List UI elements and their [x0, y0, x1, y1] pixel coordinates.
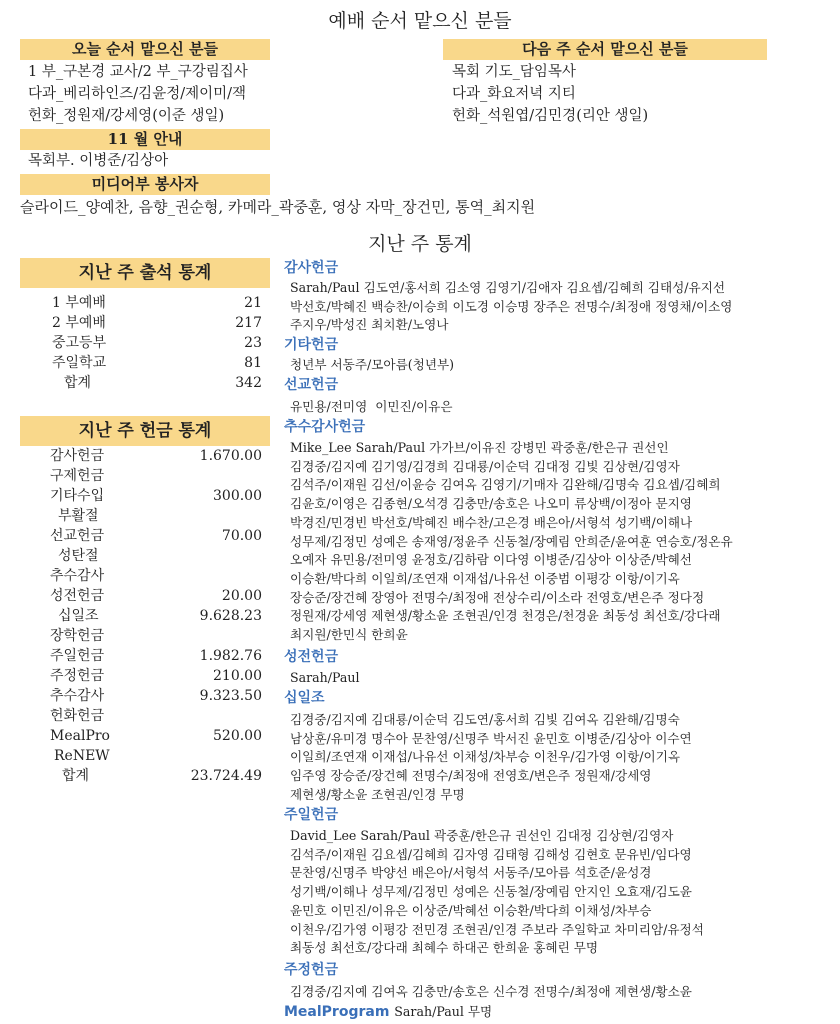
seongjeon-line: Sarah/Paul	[290, 670, 360, 685]
gamsa-title: 감사헌금	[284, 260, 339, 276]
offering-label: 헌화헌금	[50, 708, 105, 724]
attendance-label: 중고등부	[52, 335, 107, 351]
jujeong-names	[290, 983, 835, 1002]
offering-label: 장학헌금	[50, 628, 105, 644]
chusu-line: 오예자 유민용/전미영 윤정호/김하람 이다영 이병준/김상아 이상준/박혜선	[290, 552, 692, 568]
attendance-table	[52, 293, 262, 393]
table-row	[50, 686, 262, 706]
offering-value: 20.00	[221, 588, 262, 604]
attendance-value: 217	[235, 315, 262, 331]
offering-label: 구제헌금	[50, 468, 105, 484]
offering-value	[150, 626, 262, 646]
chusu-title: 추수감사헌금	[284, 419, 366, 435]
offering-value	[150, 546, 262, 566]
offering-value: 9.628.23	[199, 608, 262, 624]
juil-line: 김석주/이재원 김요셉/김혜희 김자영 김태형 김해성 김현호 문유빈/임다영	[290, 846, 692, 862]
juil-title: 주일헌금	[284, 807, 339, 823]
seongjeon-title: 성전헌금	[284, 649, 339, 665]
today-line-3: 헌화_정원재/강세영(이준 생일)	[28, 108, 225, 124]
november-line: 목회부. 이병준/김상아	[28, 153, 169, 169]
offering-value: 300.00	[213, 488, 262, 504]
sipiljo-line: 제현생/황소윤 조현권/인경 무명	[290, 786, 465, 802]
sipiljo-line: 임주영 장승준/장건혜 전명수/최정애 전영호/변은주 정원재/강세영	[290, 768, 652, 784]
offering-value: 23.724.49	[190, 768, 262, 784]
seongyo-names	[290, 398, 835, 417]
today-line-2: 다과_베리하인즈/김윤정/제이미/잭	[28, 86, 247, 102]
juil-line: 문찬영/신명주 박양선 배은아/서형석 서동주/모아름 석호준/윤성경	[290, 865, 652, 881]
juil-line: 윤민호 이민진/이유은 이상준/박혜선 이승환/박다희 이채성/차부승	[290, 902, 652, 918]
table-row	[52, 353, 262, 373]
gamsa-line: 주지우/박성진 최치환/노영나	[290, 317, 449, 333]
offering-label: 추수감사	[50, 688, 105, 704]
meal-title: MealProgram	[284, 1004, 390, 1020]
sipiljo-line: 남상훈/유미경 명수아 문찬영/신명주 박서진 윤민호 이병준/김상아 이수연	[290, 730, 692, 746]
offering-label: 감사헌금	[50, 448, 105, 464]
attendance-label: 합계	[64, 375, 92, 391]
attendance-label: 주일학교	[52, 355, 107, 371]
today-header: 오늘 순서 맡으신 분들	[20, 39, 270, 60]
meal-line: Sarah/Paul 무명	[394, 1004, 493, 1019]
table-row	[52, 333, 262, 353]
gamsa-line: Sarah/Paul 김도연/홍서희 김소영 김영기/김애자 김요셉/김혜희 김태성/유지선	[290, 280, 726, 295]
table-row	[50, 646, 262, 666]
attendance-label: 2 부예배	[52, 315, 106, 331]
seongyo-title: 선교헌금	[284, 377, 339, 393]
meal-section	[284, 1002, 492, 1022]
offering-label: 주정헌금	[50, 668, 105, 684]
table-row	[50, 466, 262, 486]
juil-line: 이천우/김가영 이평강 전민경 조현권/인경 주보라 주일학교 차미리암/유정석	[290, 921, 704, 937]
table-row	[50, 546, 262, 566]
jujeong-title: 주정헌금	[284, 962, 339, 978]
chusu-line: 장승준/장건혜 장영아 전명수/최정애 전상수리/이소라 전영호/변은주 정다정	[290, 589, 705, 605]
table-row	[50, 586, 262, 606]
chusu-line: 김경중/김지예 김기영/김경희 김대룡/이순덕 김대정 김빛 김상현/김영자	[290, 458, 680, 474]
table-row	[50, 506, 262, 526]
offering-label: 십일조	[58, 608, 99, 624]
offering-value: 1.982.76	[199, 648, 262, 664]
page-title: 예배 순서 맡으신 분들	[328, 10, 512, 32]
chusu-line: 이승환/박다희 이일희/조연재 이재섭/나유선 이중범 이평강 이항/이기옥	[290, 570, 680, 586]
offering-label: 합계	[62, 768, 90, 784]
seongjeon-names	[290, 669, 835, 688]
table-row	[52, 313, 262, 333]
offering-label: 선교헌금	[50, 528, 105, 544]
attendance-value: 23	[244, 335, 262, 351]
stats-title: 지난 주 통계	[368, 233, 472, 255]
offering-label: 추수감사	[50, 568, 105, 584]
table-row	[50, 706, 262, 726]
chusu-line: 박경진/민경빈 박선호/박혜진 배수찬/고은경 배은아/서형석 성기백/이해나	[290, 514, 693, 530]
seongyo-line: 유민용/전미영 이민진/이유은	[290, 399, 453, 414]
table-row	[50, 766, 262, 786]
offering-label: MealPro	[50, 728, 110, 744]
offering-label: 주일헌금	[50, 648, 105, 664]
chusu-line: 정원재/강세영 제현생/황소윤 조현권/인경 천경은/천경윤 최동성 최선호/강다래	[290, 608, 721, 624]
chusu-line: 성무제/김정민 성예은 송재영/정윤주 신동철/장예림 안희준/윤여훈 연승호/정온유	[290, 533, 733, 549]
sipiljo-line: 이일희/조연재 이재섭/나유선 이채성/차부승 이천우/김가영 이항/이기옥	[290, 749, 681, 765]
offering-table	[50, 446, 262, 786]
table-row	[50, 566, 262, 586]
offering-value	[150, 506, 262, 526]
gita-title: 기타헌금	[284, 337, 339, 353]
offering-value: 1.670.00	[199, 448, 262, 464]
next-week-line-1: 목회 기도_담임목사	[452, 64, 576, 80]
juil-line: David_Lee Sarah/Paul 곽중훈/한은규 권선인 김대정 김상현/김영자	[290, 828, 674, 843]
offering-value: 210.00	[213, 668, 262, 684]
table-row	[50, 746, 262, 766]
table-row	[50, 486, 262, 506]
table-row	[50, 726, 262, 746]
offering-label: 기타수입	[50, 488, 105, 504]
chusu-line: Mike_Lee Sarah/Paul 가가브/이유진 강병민 곽중훈/한은규 권선인	[290, 440, 669, 455]
juil-line: 성기백/이해나 성무제/김정민 성예은 신동철/장예림 안지인 오효재/김도윤	[290, 884, 692, 900]
next-week-line-2: 다과_화요저녁 지티	[452, 86, 576, 102]
offering-value	[150, 746, 262, 766]
table-row	[52, 293, 262, 313]
table-row	[50, 446, 262, 466]
offering-value: 70.00	[221, 528, 262, 544]
table-row	[52, 373, 262, 393]
offering-value: 9.323.50	[199, 688, 262, 704]
media-line: 슬라이드_양예찬, 음향_권순형, 카메라_곽중훈, 영상 자막_장건민, 통역_최지원	[20, 198, 536, 216]
juil-line: 최동성 최선호/강다래 최혜수 하대곤 한희윤 홍혜린 무명	[290, 940, 599, 956]
sipiljo-line: 김경중/김지예 김대룡/이순덕 김도연/홍서희 김빛 김여옥 김완해/김명숙	[290, 712, 680, 727]
chusu-line: 최지원/한민식 한희윤	[290, 627, 408, 643]
offering-header: 지난 주 헌금 통계	[20, 416, 270, 446]
chusu-line: 김석주/이재원 김선/이윤승 김여옥 김영기/기매자 김완해/김명숙 김요셉/김혜희	[290, 477, 721, 493]
table-row	[50, 526, 262, 546]
offering-value	[150, 706, 262, 726]
gita-line: 청년부 서동주/모아름(청년부)	[290, 357, 455, 372]
offering-value	[150, 466, 262, 486]
attendance-label: 1 부예배	[52, 295, 106, 311]
offering-value: 520.00	[213, 728, 262, 744]
attendance-value: 21	[244, 295, 262, 311]
offering-label: 성전헌금	[50, 588, 105, 604]
table-row	[50, 606, 262, 626]
chusu-names	[290, 439, 835, 645]
offering-label: ReNEW	[54, 748, 110, 764]
chusu-line: 김윤호/이영은 김종현/오석경 김충만/송호은 나오미 류상백/이정아 문지영	[290, 496, 692, 512]
jujeong-line: 김경중/김지예 김여옥 김충만/송호은 신수경 전명수/최정애 제현생/황소윤	[290, 984, 692, 999]
table-row	[50, 666, 262, 686]
gita-names	[290, 356, 835, 375]
media-header: 미디어부 봉사자	[20, 174, 270, 195]
today-line-1: 1 부_구본경 교사/2 부_구강림집사	[28, 64, 248, 80]
sipiljo-title: 십일조	[284, 690, 325, 706]
attendance-value: 81	[244, 355, 262, 371]
attendance-header: 지난 주 출석 통계	[20, 258, 270, 288]
november-header: 11 월 안내	[20, 129, 270, 150]
table-row	[50, 626, 262, 646]
next-week-line-3: 헌화_석원엽/김민경(리안 생일)	[452, 108, 649, 124]
sipiljo-names	[290, 711, 835, 805]
offering-label: 부활절	[58, 508, 99, 524]
juil-names	[290, 827, 835, 958]
gamsa-line: 박선호/박혜진 백승찬/이승희 이도경 이승명 장주은 전명수/최정애 정영채/이소영	[290, 298, 733, 314]
gamsa-names	[290, 279, 835, 335]
offering-label: 성탄절	[58, 548, 99, 564]
next-week-header: 다음 주 순서 맡으신 분들	[443, 39, 767, 60]
offering-value	[150, 566, 262, 586]
attendance-value: 342	[235, 375, 262, 391]
